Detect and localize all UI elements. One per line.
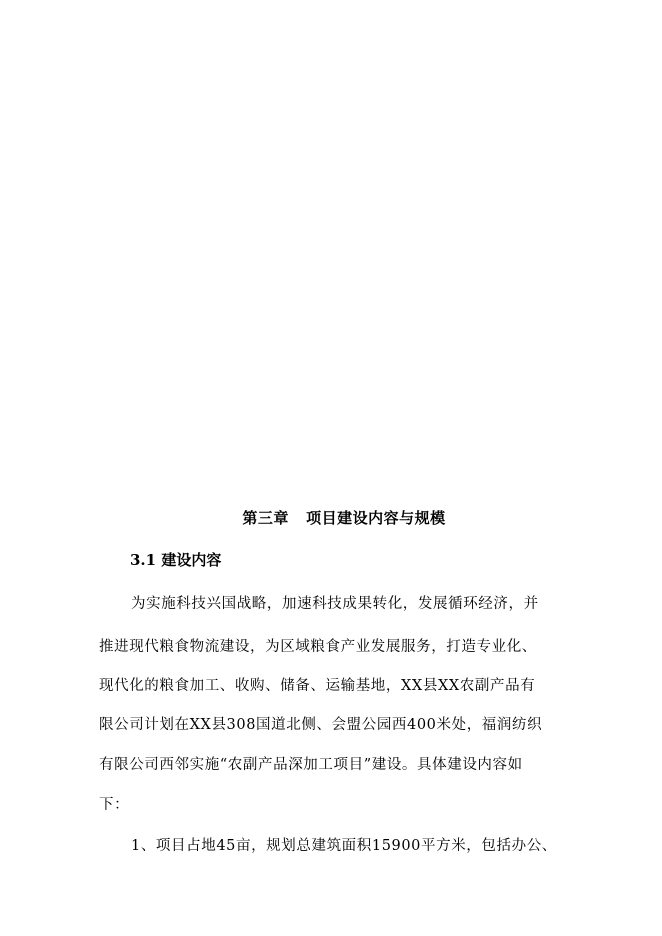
paragraph-line: 为实施科技兴国战略，加速科技成果转化，发展循环经济，并 [131, 596, 539, 612]
paragraph-line: 限公司计划在XX县308国道北侧、会盟公园西400米处，福润纺织 [99, 717, 543, 733]
chapter-title: 第三章 项目建设内容与规模 [242, 509, 446, 527]
paragraph-line: 1、项目占地45亩，规划总建筑面积15900平方米，包括办公、 [131, 838, 557, 854]
paragraph-line: 推进现代粮食物流建设，为区域粮食产业发展服务，打造专业化、 [99, 639, 537, 655]
paragraph-line: 有限公司西邻实施“农副产品深加工项目”建设。具体建设内容如 [99, 757, 523, 773]
paragraph-line: 现代化的粮食加工、收购、储备、运输基地，XX县XX农副产品有 [99, 678, 536, 694]
paragraph-line: 下： [99, 797, 130, 813]
section-heading: 3.1 建设内容 [130, 551, 222, 569]
